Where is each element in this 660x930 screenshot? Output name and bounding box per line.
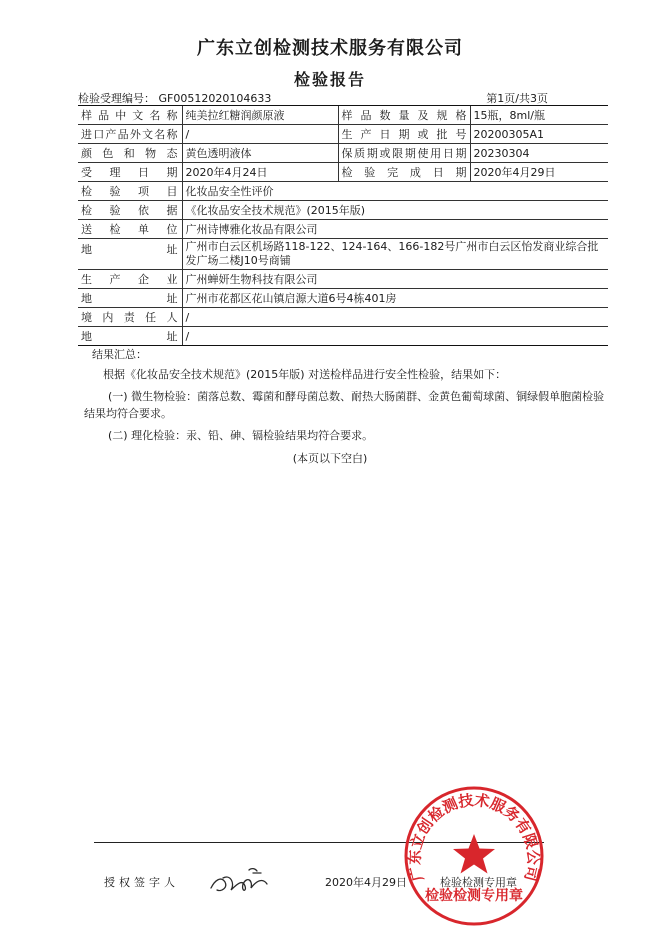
field-value: / — [182, 308, 608, 327]
field-label: 保质期或限期使用日期 — [338, 144, 470, 163]
field-label: 受理日期 — [78, 163, 182, 182]
field-label: 境内责任人 — [78, 308, 182, 327]
report-meta — [78, 90, 608, 104]
page-number: 第1页/共3页 — [486, 92, 548, 105]
seal-arc-text: 广东立创检测技术服务有限公司 — [405, 791, 543, 884]
field-value: 广州诗博雅化妆品有限公司 — [182, 220, 608, 239]
field-value: 15瓶，8ml/瓶 — [470, 106, 608, 125]
summary-chemistry: (二) 理化检验：汞、铅、砷、镉检验结果均符合要求。 — [108, 429, 374, 442]
field-label: 送检单位 — [78, 220, 182, 239]
field-label: 地址 — [78, 239, 182, 270]
field-value: 20200305A1 — [470, 125, 608, 144]
table-row — [78, 201, 608, 220]
table-row — [78, 163, 608, 182]
field-value: 20230304 — [470, 144, 608, 163]
field-value: 《化妆品安全技术规范》(2015年版) — [182, 201, 608, 220]
field-label: 样品中文名称 — [78, 106, 182, 125]
field-label: 地址 — [78, 327, 182, 346]
field-value: / — [182, 327, 608, 346]
field-value: 纯美拉红糖润颜原液 — [182, 106, 338, 125]
handwritten-signature — [205, 862, 275, 898]
table-row — [78, 182, 608, 201]
company-name: 广东立创检测技术服务有限公司 — [197, 38, 463, 59]
table-row — [78, 220, 608, 239]
summary-microbiology: (一) 微生物检验：菌落总数、霉菌和酵母菌总数、耐热大肠菌群、金黄色葡萄球菌、铜绿假单胞菌检验结果均符合要求。 — [84, 390, 605, 420]
result-summary — [84, 346, 612, 444]
field-value: 广州蝉妍生物科技有限公司 — [182, 270, 608, 289]
table-row — [78, 270, 608, 289]
seal-star-icon — [453, 834, 495, 874]
table-row — [78, 106, 608, 125]
field-value: 黄色透明液体 — [182, 144, 338, 163]
report-title: 检验报告 — [293, 70, 366, 89]
field-label: 进口产品外文名称 — [78, 125, 182, 144]
official-seal — [400, 782, 548, 930]
field-value: 广州市白云区机场路118-122、124-164、166-182号广州市白云区怡发商业综合批发广场二楼J10号商铺 — [182, 239, 608, 270]
sign-date: 2020年4月29日 — [325, 876, 407, 889]
table-row — [78, 125, 608, 144]
summary-basis: 根据《化妆品安全技术规范》(2015年版) 对送检样品进行安全性检验，结果如下： — [103, 368, 507, 381]
table-row — [78, 308, 608, 327]
field-value: / — [182, 125, 338, 144]
table-row — [78, 327, 608, 346]
field-value: 化妆品安全性评价 — [182, 182, 608, 201]
field-label: 生产日期或批号 — [338, 125, 470, 144]
field-value: 2020年4月29日 — [470, 163, 608, 182]
blank-note: (本页以下空白) — [292, 452, 368, 465]
field-label: 检验项目 — [78, 182, 182, 201]
field-value: 2020年4月24日 — [182, 163, 338, 182]
summary-label: 结果汇总： — [92, 348, 147, 361]
field-label: 颜色和物态 — [78, 144, 182, 163]
sample-info-table — [78, 105, 608, 346]
field-label: 生产企业 — [78, 270, 182, 289]
field-label: 样品数量及规格 — [338, 106, 470, 125]
field-label: 检验依据 — [78, 201, 182, 220]
field-label: 地址 — [78, 289, 182, 308]
signer-label: 授权签字人 — [104, 876, 179, 889]
accept-number: 检验受理编号： GF00512020104633 — [78, 92, 272, 105]
seal-bottom-text: 检验检测专用章 — [425, 888, 523, 904]
field-value: 广州市花都区花山镇启源大道6号4栋401房 — [182, 289, 608, 308]
table-row — [78, 144, 608, 163]
seal-caption: 检验检测专用章 — [440, 876, 517, 889]
table-row — [78, 289, 608, 308]
field-label: 检验完成日期 — [338, 163, 470, 182]
table-row — [78, 239, 608, 270]
